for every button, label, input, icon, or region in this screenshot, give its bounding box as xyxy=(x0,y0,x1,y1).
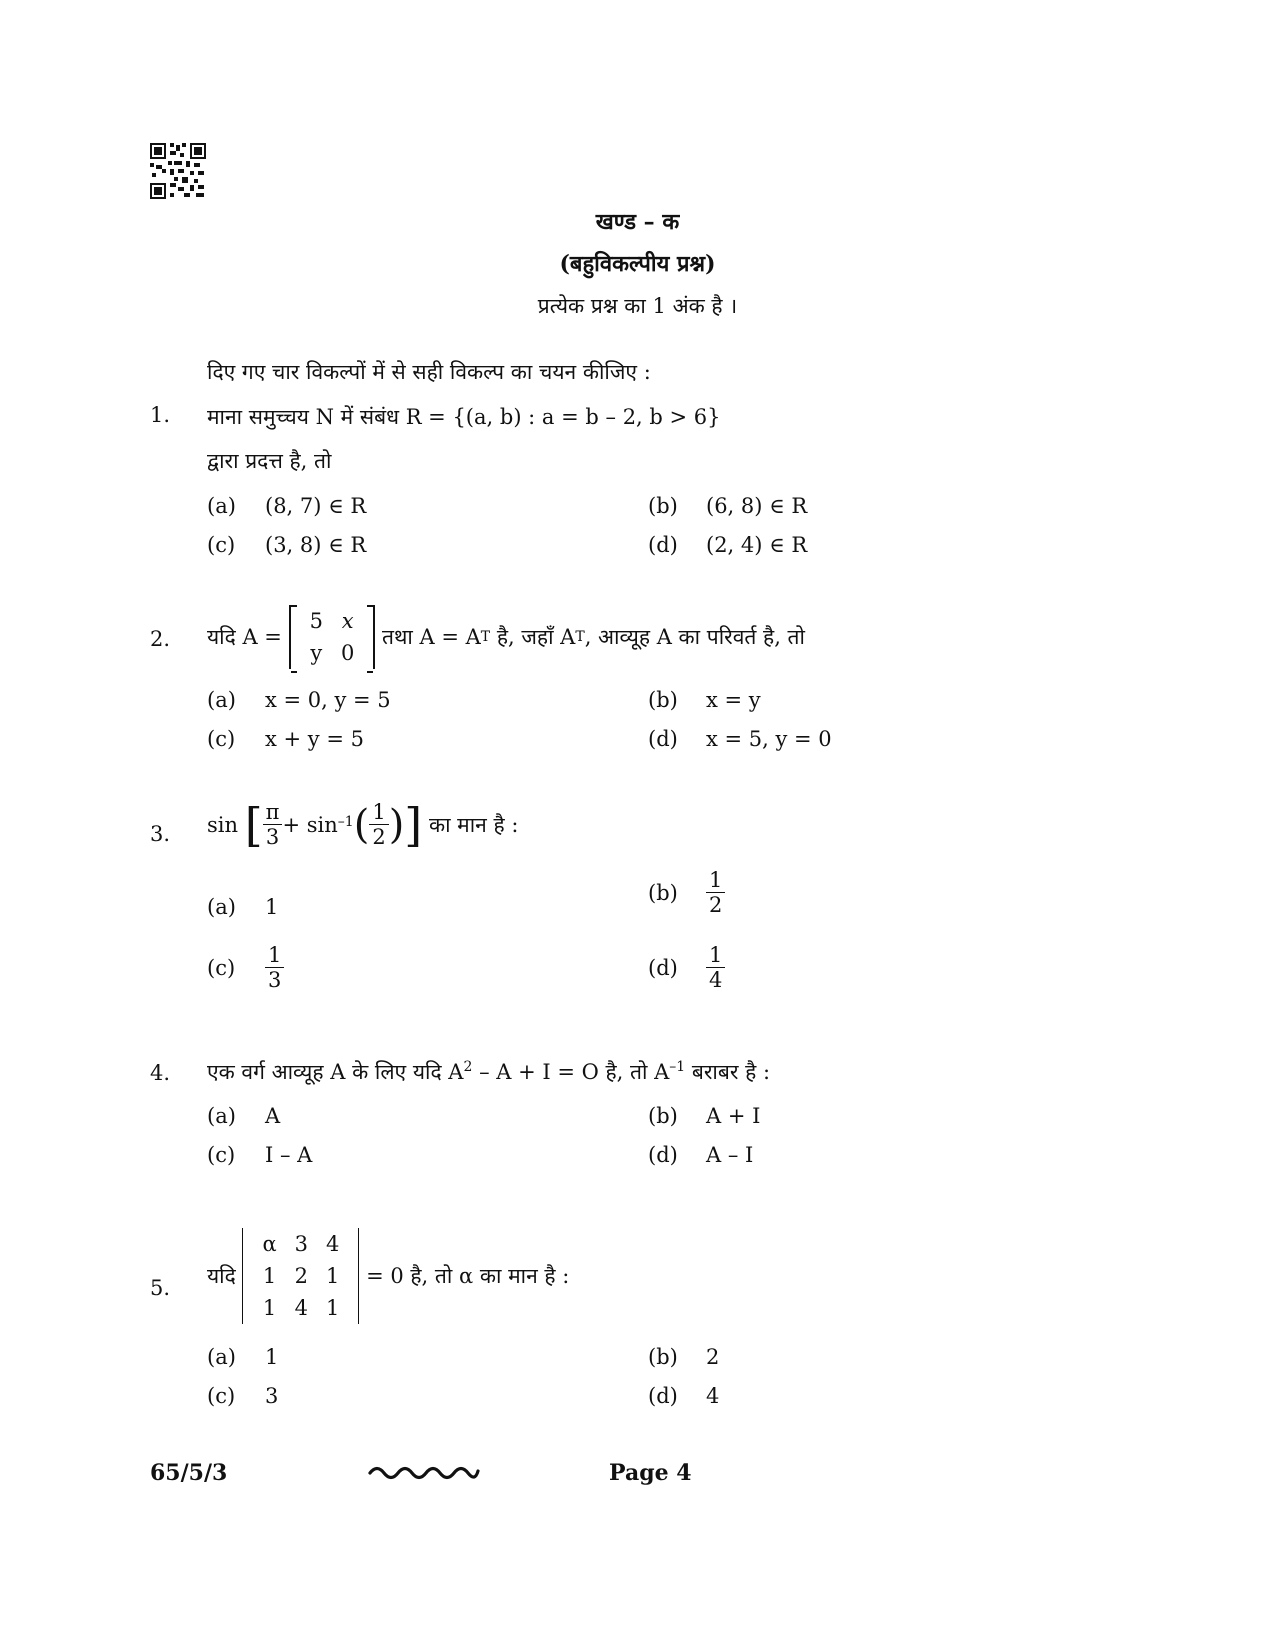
frac-den: 4 xyxy=(709,968,723,993)
determinant xyxy=(242,1228,359,1324)
question-text xyxy=(207,1228,569,1324)
option-label: (d) xyxy=(648,533,678,557)
question-suffix: , आव्यूह A का परिवर्त है, तो xyxy=(584,625,805,649)
option-text: x = 5, y = 0 xyxy=(706,727,832,751)
option-d[interactable] xyxy=(648,1143,753,1167)
option-label: (b) xyxy=(648,1104,678,1128)
frac-num: 1 xyxy=(265,943,284,968)
option-c[interactable] xyxy=(207,1384,278,1408)
right-bracket: ] xyxy=(404,797,423,852)
option-text: x + y = 5 xyxy=(265,727,364,751)
question-number: 2. xyxy=(150,627,171,651)
option-label: (a) xyxy=(207,1345,236,1369)
transpose-sup: T xyxy=(480,629,491,645)
question-suffix: = 0 है, तो α का मान है : xyxy=(366,1264,570,1288)
matrix-cell: x xyxy=(341,609,354,633)
option-label: (d) xyxy=(648,727,678,751)
plus-sin-text: + sin xyxy=(282,812,338,837)
option-label: (c) xyxy=(207,1143,236,1167)
qr-code-image xyxy=(150,143,206,199)
option-b[interactable] xyxy=(648,868,725,917)
question-part: बराबर है : xyxy=(685,1060,771,1084)
matrix-cell: 0 xyxy=(340,641,355,665)
question-number: 3. xyxy=(150,822,171,846)
option-label: (b) xyxy=(648,688,678,712)
transpose-sup: T xyxy=(575,629,585,645)
option-c[interactable] xyxy=(207,533,366,557)
fraction-1-4 xyxy=(706,943,725,992)
question-prefix: यदि xyxy=(207,1264,236,1288)
option-label: (c) xyxy=(207,1384,236,1408)
fraction-1-2 xyxy=(706,868,725,917)
square-sup: 2 xyxy=(463,1059,473,1075)
frac-num: 1 xyxy=(369,800,388,825)
fraction-1-2 xyxy=(369,800,388,849)
option-d[interactable] xyxy=(648,943,725,992)
option-label: (c) xyxy=(207,955,236,980)
instruction-text: दिए गए चार विकल्पों में से सही विकल्प का चयन कीजिए : xyxy=(207,360,651,384)
frac-den: 3 xyxy=(268,968,282,993)
inverse-sup: –1 xyxy=(337,814,354,830)
question-number: 1. xyxy=(150,403,171,427)
frac-den: 2 xyxy=(372,825,386,850)
det-cell: 4 xyxy=(294,1296,309,1320)
option-a[interactable] xyxy=(207,895,278,919)
option-text: x = 0, y = 5 xyxy=(265,688,391,712)
option-label: (a) xyxy=(207,1104,236,1128)
question-suffix: का मान है : xyxy=(428,812,519,837)
option-text: A xyxy=(265,1104,281,1128)
section-title: खण्ड – क xyxy=(595,209,680,235)
matrix-cell: y xyxy=(310,641,323,665)
fraction-pi-3 xyxy=(263,800,283,849)
frac-num: 1 xyxy=(706,943,725,968)
option-label: (a) xyxy=(207,688,236,712)
question-suffix: है, जहाँ A xyxy=(496,625,576,649)
question-part: एक वर्ग आव्यूह A के लिए यदि A xyxy=(207,1060,464,1084)
option-text: 1 xyxy=(265,1345,279,1369)
question-part: – A + I = O है, तो A xyxy=(472,1060,670,1084)
option-label: (b) xyxy=(648,494,678,518)
option-a[interactable] xyxy=(207,494,366,518)
option-d[interactable] xyxy=(648,1384,719,1408)
option-b[interactable] xyxy=(648,688,761,712)
question-text xyxy=(207,797,519,852)
option-label: (c) xyxy=(207,727,236,751)
option-text: (6, 8) ∈ R xyxy=(706,494,808,518)
inverse-sup: –1 xyxy=(669,1059,686,1075)
left-paren: ( xyxy=(353,801,370,848)
question-number: 5. xyxy=(150,1276,171,1300)
option-label: (d) xyxy=(648,1384,678,1408)
page-number: Page 4 xyxy=(609,1460,692,1486)
option-label: (b) xyxy=(648,1345,678,1369)
marks-note: प्रत्येक प्रश्न का 1 अंक है । xyxy=(537,294,738,318)
question-number: 4. xyxy=(150,1061,171,1085)
option-a[interactable] xyxy=(207,1104,280,1128)
det-cell: α xyxy=(262,1232,277,1256)
option-label: (d) xyxy=(648,955,678,980)
question-text: माना समुच्चय N में संबंध R = {(a, b) : a = b – 2, b > 6} xyxy=(207,405,721,429)
option-b[interactable] xyxy=(648,494,807,518)
option-label: (a) xyxy=(207,494,236,518)
left-bracket: [ xyxy=(244,797,263,852)
option-text: 3 xyxy=(265,1384,279,1408)
matrix-cell: 5 xyxy=(309,609,323,633)
option-label: (d) xyxy=(648,1143,678,1167)
paper-code: 65/5/3 xyxy=(150,1460,228,1486)
option-a[interactable] xyxy=(207,1345,278,1369)
option-b[interactable] xyxy=(648,1345,719,1369)
det-cell: 3 xyxy=(294,1232,309,1256)
wavy-line-icon xyxy=(368,1462,480,1484)
option-d[interactable] xyxy=(648,727,832,751)
option-c[interactable] xyxy=(207,1143,312,1167)
question-prefix: यदि A = xyxy=(207,625,282,649)
frac-num: 1 xyxy=(706,868,725,893)
matrix-a xyxy=(289,605,376,669)
option-text: x = y xyxy=(706,688,761,712)
frac-den: 3 xyxy=(265,825,280,850)
frac-den: 2 xyxy=(709,893,723,918)
option-label: (c) xyxy=(207,533,236,557)
det-cell: 4 xyxy=(326,1232,340,1256)
option-d[interactable] xyxy=(648,533,807,557)
option-text: I – A xyxy=(265,1143,313,1167)
fraction-1-3 xyxy=(265,943,284,992)
option-text: (8, 7) ∈ R xyxy=(265,494,367,518)
option-text: A – I xyxy=(706,1143,754,1167)
option-b[interactable] xyxy=(648,1104,760,1128)
option-c[interactable] xyxy=(207,727,364,751)
option-label: (a) xyxy=(207,895,236,919)
question-text xyxy=(207,605,805,669)
question-suffix: तथा A = A xyxy=(382,625,481,649)
option-text: 4 xyxy=(706,1384,720,1408)
option-c[interactable] xyxy=(207,943,284,992)
option-a[interactable] xyxy=(207,688,391,712)
det-cell: 1 xyxy=(326,1264,340,1288)
det-cell: 1 xyxy=(326,1296,340,1320)
option-text: A + I xyxy=(706,1104,761,1128)
option-text: 1 xyxy=(265,895,279,919)
option-text: (2, 4) ∈ R xyxy=(706,533,808,557)
question-text-line2: द्वारा प्रदत्त है, तो xyxy=(207,449,332,473)
sin-text: sin xyxy=(207,812,239,837)
option-label: (b) xyxy=(648,880,678,905)
right-paren: ) xyxy=(388,801,405,848)
frac-num: π xyxy=(263,800,283,825)
det-cell: 2 xyxy=(294,1264,309,1288)
question-text xyxy=(207,1058,770,1086)
det-cell: 1 xyxy=(262,1264,277,1288)
option-text: 2 xyxy=(706,1345,720,1369)
section-subtitle: (बहुविकल्पीय प्रश्न) xyxy=(559,251,716,277)
option-text: (3, 8) ∈ R xyxy=(265,533,367,557)
det-cell: 1 xyxy=(262,1296,277,1320)
